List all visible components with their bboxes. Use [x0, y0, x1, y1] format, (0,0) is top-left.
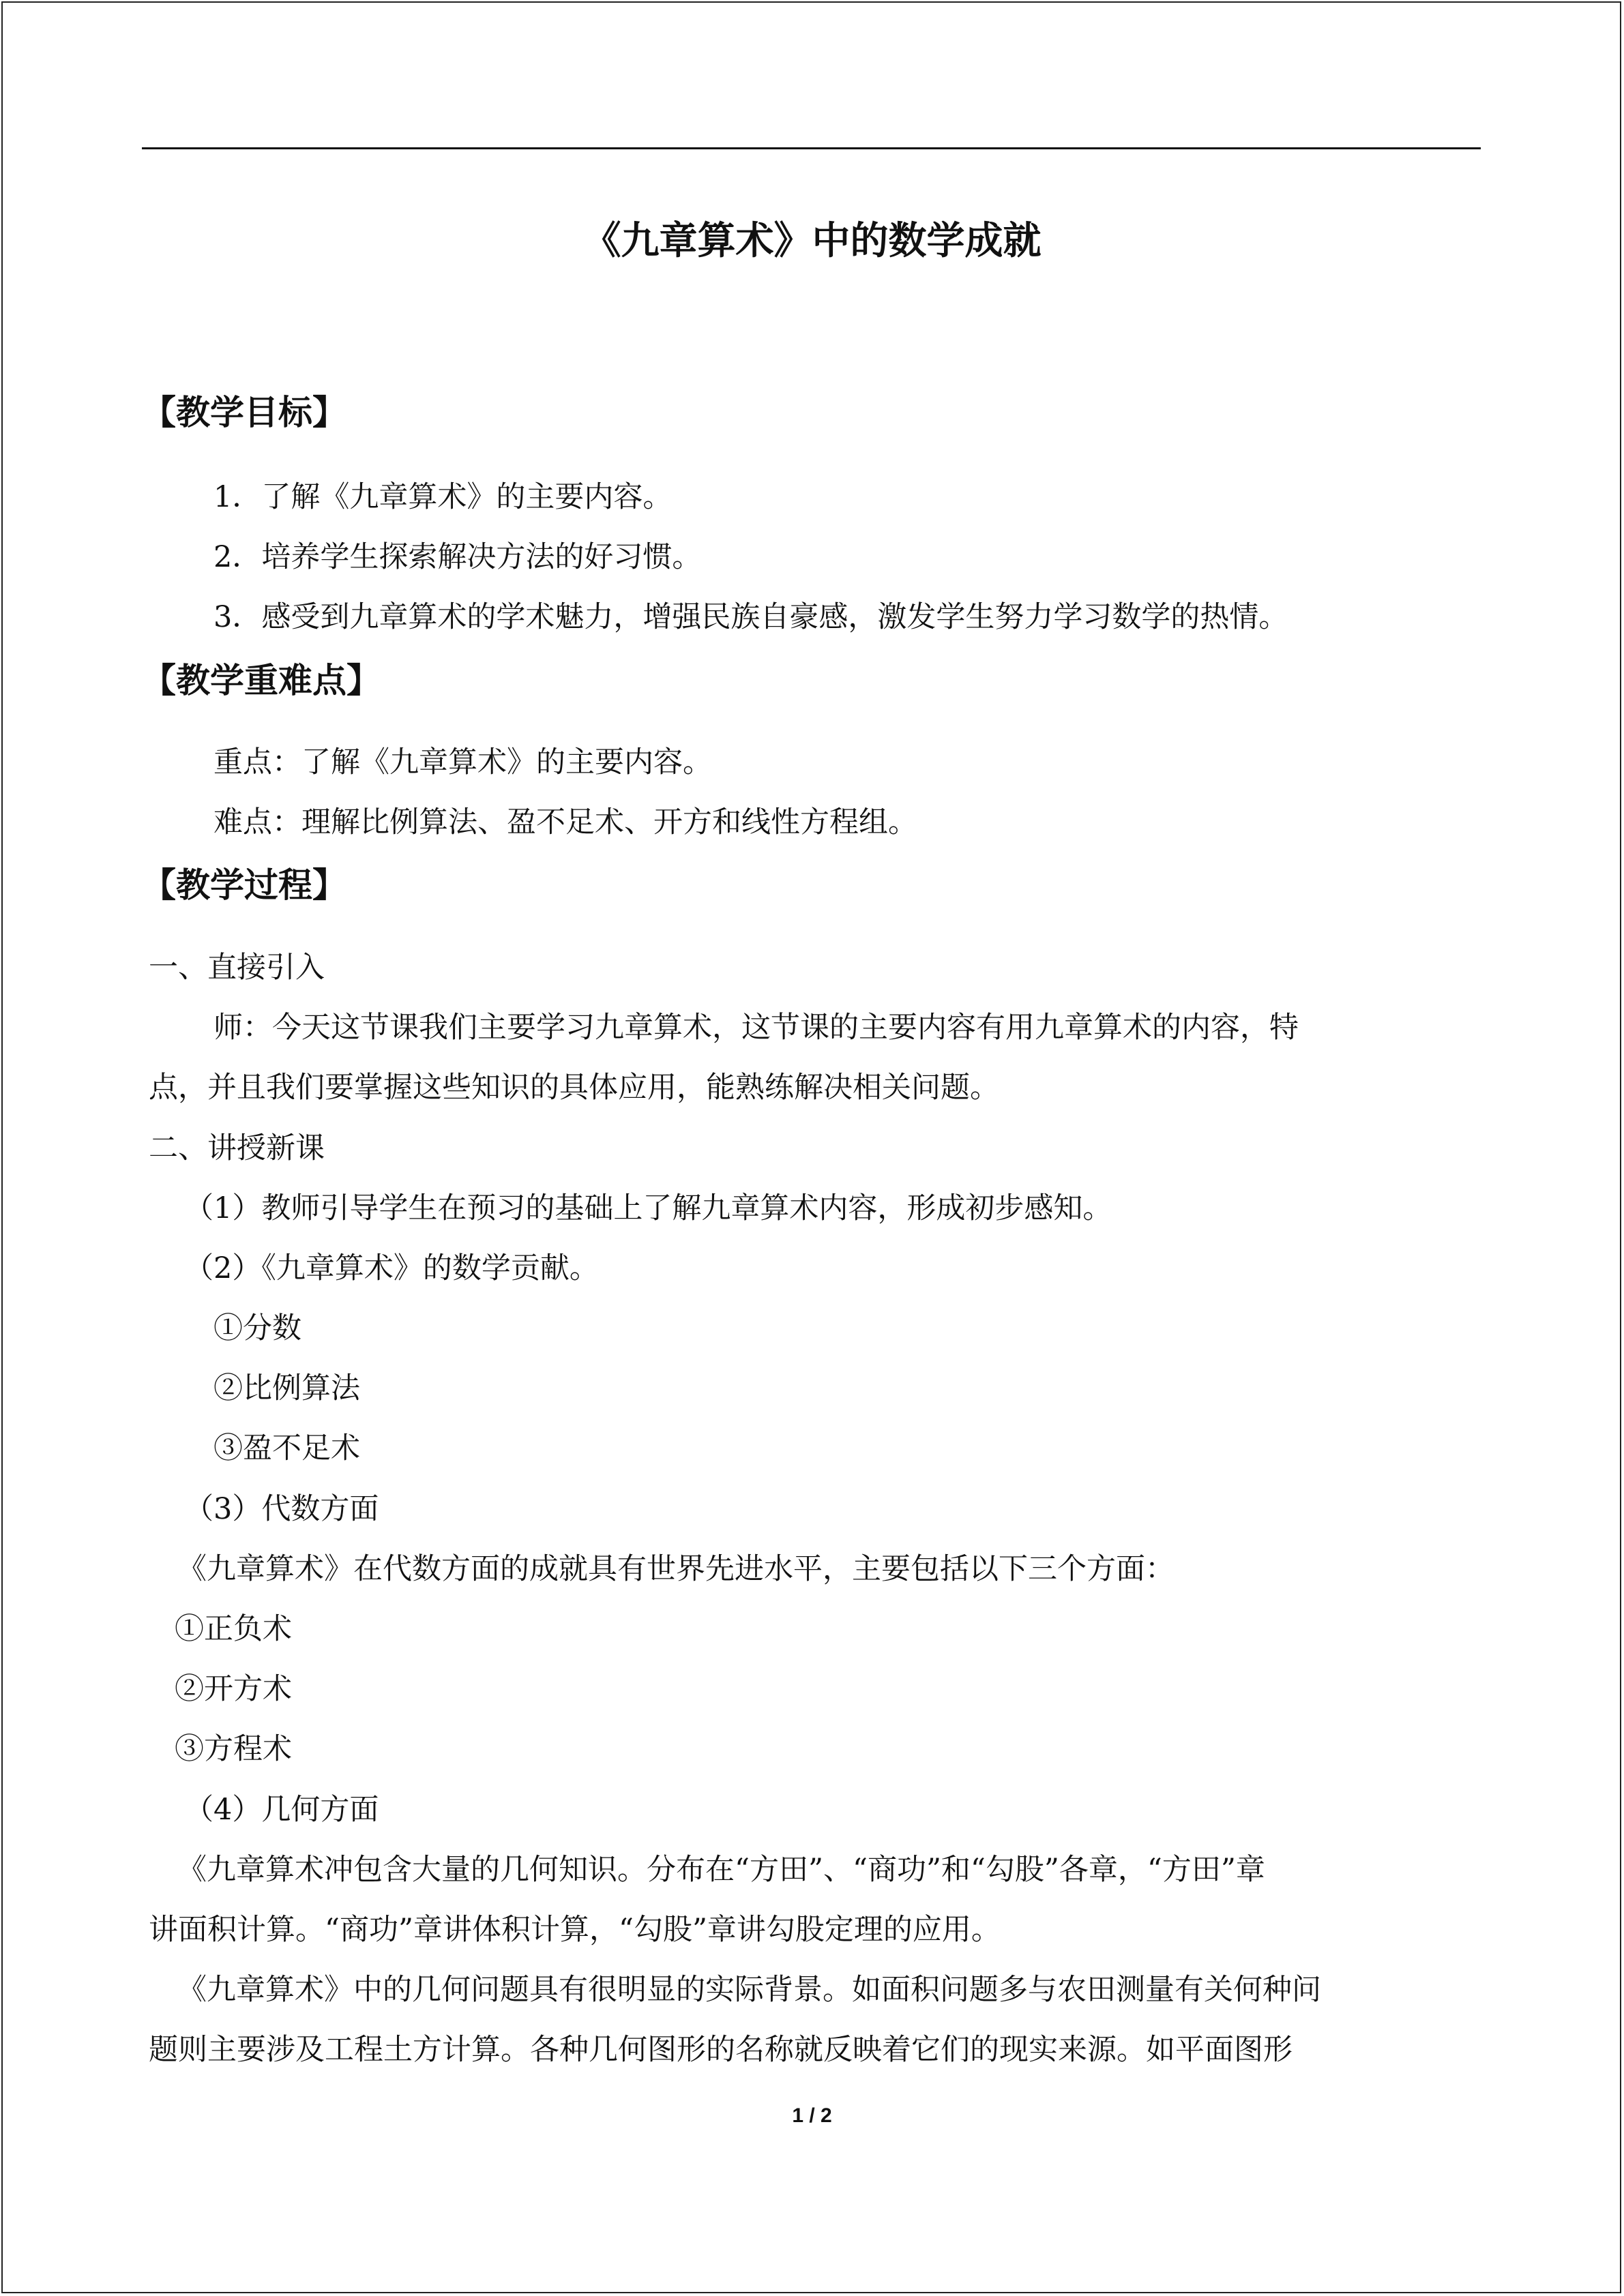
step2-item-fractions: ①分数	[213, 1311, 301, 1345]
difficulty-text: 难点：理解比例算法、盈不足术、开方和线性方程组。	[213, 805, 917, 839]
part1-title: 一、直接引入	[149, 951, 325, 985]
step2-item-proportion: ②比例算法	[213, 1371, 360, 1405]
key-points-heading: 【教学重难点】	[142, 661, 381, 700]
step3-item-positive-negative: ①正负术	[175, 1612, 292, 1646]
objectives-heading: 【教学目标】	[142, 393, 346, 432]
step4-paragraph2-line2: 题则主要涉及工程土方计算。各种几何图形的名称就反映着它们的现实来源。如平面图形	[149, 2033, 1293, 2067]
step4-text: （4）几何方面	[184, 1793, 379, 1827]
objective-item-3: 3．感受到九章算术的学术魅力，增强民族自豪感，激发学生努力学习数学的热情。	[213, 600, 1288, 634]
page-number: 1 / 2	[792, 2104, 832, 2127]
document-title: 《九章算术》中的数学成就	[582, 219, 1042, 263]
key-point-text: 重点：了解《九章算术》的主要内容。	[213, 745, 712, 779]
step4-paragraph1-line2: 讲面积计算。“商功”章讲体积计算，“勾股”章讲勾股定理的应用。	[149, 1913, 1001, 1947]
objective-item-1: 1．了解《九章算术》的主要内容。	[213, 480, 673, 514]
step3-text: （3）代数方面	[184, 1492, 379, 1526]
step2-item-excess-deficit: ③盈不足术	[213, 1431, 360, 1465]
step3-item-equations: ③方程术	[175, 1732, 292, 1766]
objective-item-2: 2．培养学生探索解决方法的好习惯。	[213, 540, 702, 574]
step4-paragraph1-line1: 《九章算术冲包含大量的几何知识。分布在“方田”、“商功”和“勾股”各章，“方田”章	[177, 1853, 1265, 1887]
step2-text: （2）《九章算术》的数学贡献。	[184, 1251, 599, 1285]
part1-paragraph-line2: 点，并且我们要掌握这些知识的具体应用，能熟练解决相关问题。	[149, 1071, 999, 1105]
process-heading: 【教学过程】	[142, 865, 346, 905]
step4-paragraph2-line1: 《九章算术》中的几何问题具有很明显的实际背景。如面积问题多与农田测量有关何种问	[177, 1973, 1321, 2007]
part2-title: 二、讲授新课	[149, 1131, 325, 1165]
part1-paragraph-line1: 师：今天这节课我们主要学习九章算术，这节课的主要内容有用九章算术的内容，特	[213, 1011, 1299, 1045]
header-rule	[142, 147, 1481, 149]
step1-text: （1）教师引导学生在预习的基础上了解九章算术内容，形成初步感知。	[184, 1191, 1112, 1225]
step3-item-root-extraction: ②开方术	[175, 1672, 292, 1706]
step3-paragraph: 《九章算术》在代数方面的成就具有世界先进水平，主要包括以下三个方面：	[177, 1552, 1175, 1586]
